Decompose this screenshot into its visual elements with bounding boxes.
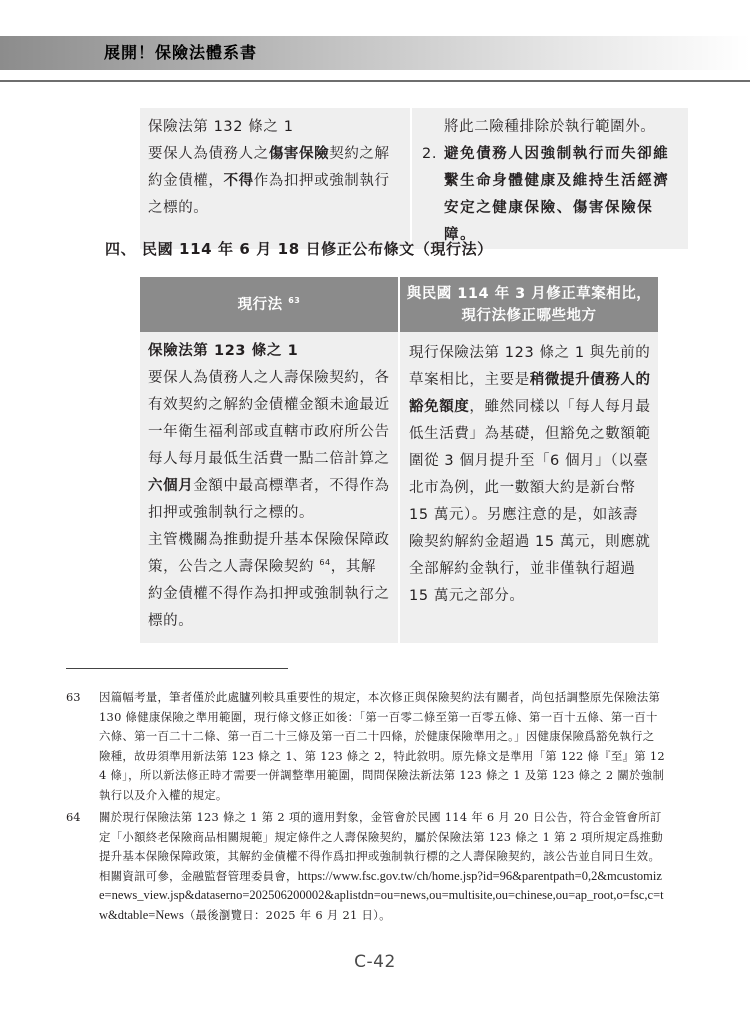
text-run: 要保人為債務人之 <box>148 146 269 162</box>
reference-link[interactable]: https://www.fsc.gov.tw/ch/home.jsp?id=96&parentpath=0,2&mcustomize=news_view.jsp&dataserno=202506200002&aplistdn=ou=news,ou=multisite,ou=chinese,ou=ap_root,o=fsc,c=tw&dtable=News <box>99 868 664 922</box>
page-number: C-42 <box>354 952 396 972</box>
footnote-ref[interactable]: 63 <box>288 295 301 305</box>
header-text: 現行法 <box>237 296 283 313</box>
comparison-paragraph <box>409 340 652 610</box>
changes-cell <box>399 332 658 643</box>
top-comparison-table <box>140 108 688 249</box>
text-run: 契約之解約金債權， <box>148 146 390 189</box>
section-heading: 四、 民國 114 年 6 月 18 日修正公布條文（現行法） <box>105 240 493 258</box>
main-comparison-table <box>140 277 658 643</box>
footnote-63 <box>66 688 666 805</box>
text-run: 作為扣押或強制執行之標的。 <box>148 173 390 216</box>
text-run: （最後瀏覽日：2025 年 6 月 21 日）。 <box>183 907 391 922</box>
text-run: 金額中最高標準者，不得作為扣押或強制執行之標的。 <box>148 478 390 521</box>
footnote-separator <box>66 668 288 669</box>
footnote-text: 因篇幅考量，筆者僅於此處臚列較具重要性的規定，本次修正與保險契約法有關者，尚包括調整原先保險法第 130 條健康保險之準用範圍，現行條文修正如後：「第一百零二條至第一百零五條、第一百十五條、第一百十六條、第一百二十二條、第一百二十三條及第一百二十四條，於健康保險準用之。」因健康保險爲豁免執行之險種，故毋須準用新法第 123 條之 1、第 123 條之 2，特此敘明。原先條文是準用「第 122 條『至』第 124 條」，所以新法修正時才需要一併調整準用範圍，問問保險法新法第 123 條之 1 及第 123 條之 2 關於強制執行以及介入權的規定。 <box>99 690 665 802</box>
column-header-changes <box>399 277 658 332</box>
header-text: 與民國 114 年 3 月修正草案相比， <box>406 285 652 302</box>
footnote-ref[interactable]: 64 <box>319 558 331 568</box>
footnote-number: 63 <box>66 690 81 704</box>
top-table-right-cell <box>411 108 688 249</box>
text-run: ，其解約金債權不得作為扣押或強制執行之標的。 <box>148 559 390 629</box>
current-law-cell <box>140 332 399 643</box>
continued-text: 將此二險種排除於執行範圍外。 <box>444 119 656 135</box>
header-text: 現行法修正哪些地方 <box>461 307 597 324</box>
text-run: ，雖然同樣以「每人每月最低生活費」為基礎，但豁免之數額範圍從 3 個月提升至「6 個月」（以臺北市為例，此一數額大約是新台幣 15 萬元）。另應注意的是，如該壽險契約解約金超過 15 萬元，則應就全部解約金執行，並非僅執行超過 15 萬元之部分。 <box>409 399 651 604</box>
article-paragraph-2 <box>148 527 390 635</box>
bold-run: 稍微提升債務人的豁免額度 <box>409 372 651 415</box>
article-text <box>148 141 402 222</box>
book-title: 展開！保險法體系書 <box>104 43 258 62</box>
bold-run: 不得 <box>223 173 254 189</box>
footnote-64 <box>66 808 666 925</box>
bold-run: 六個月 <box>148 478 194 494</box>
text-run: 關於現行保險法第 123 條之 1 第 2 項的適用對象，金管會於民國 114 年 6 月 20 日公告，符合金管會所訂定「小額終老保險商品相關規範」規定條件之人壽保險契約，屬於保險法第 123 條之 1 第 2 項所規定爲推動提升基本保險保障政策，其解約金債權不得作爲扣押或強制執行標的之人壽保險契約，該公告並自同日生效。相關資訊可參，金融監督管理委員會， <box>99 810 663 883</box>
table-row <box>140 332 658 643</box>
header-rule <box>0 80 750 82</box>
running-header <box>0 36 750 70</box>
list-item <box>422 141 682 249</box>
table-header-row <box>140 277 658 332</box>
article-title: 保險法第 132 條之 1 <box>148 119 294 135</box>
column-header-current-law <box>140 277 399 332</box>
table-row <box>140 108 688 249</box>
footnote-number: 64 <box>66 810 81 824</box>
article-paragraph-1 <box>148 365 390 527</box>
text-run: 現行保險法第 123 條之 1 與先前的草案相比，主要是 <box>409 345 651 388</box>
bold-run: 傷害保險 <box>268 146 330 162</box>
list-text: 避免債務人因強制執行而失卻維繫生命身體健康及維持生活經濟安定之健康保險、傷害保險保障。 <box>444 146 670 243</box>
top-table-left-cell <box>140 108 411 249</box>
text-run: 主管機關為推動提升基本保險保障政策，公告之人壽保險契約 <box>148 532 390 575</box>
text-run: 要保人為債務人之人壽保險契約，各有效契約之解約金債權金額未逾最近一年衛生福利部或直轄市政府所公告每人每月最低生活費一點二倍計算之 <box>148 370 390 467</box>
footnote-text <box>99 808 666 925</box>
list-number: 2. <box>422 146 438 162</box>
article-title: 保險法第 123 條之 1 <box>148 343 299 359</box>
